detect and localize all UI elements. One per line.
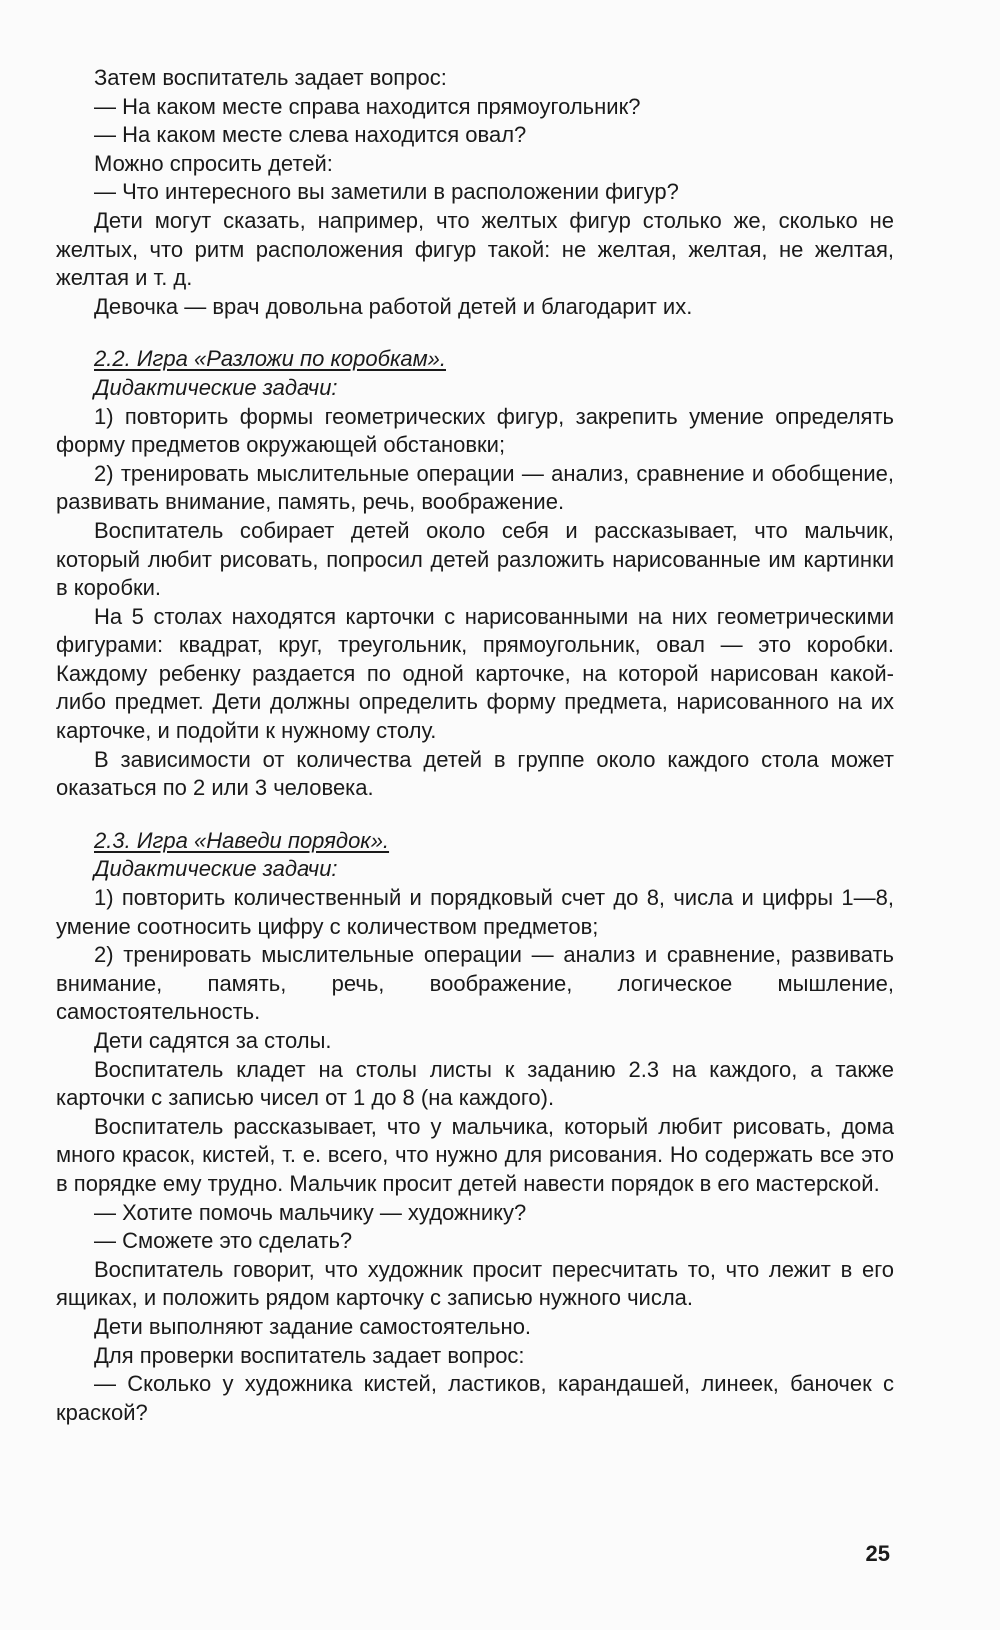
paragraph: Дети выполняют задание самостоятельно. (94, 1313, 532, 1339)
paragraph: Воспитатель собирает детей около себя и рассказывает, что мальчик, который любит рисовать, попросил детей разложить нарисованные им картинки в коробки. (56, 517, 894, 601)
paragraph: Воспитатель рассказывает, что у мальчика, который любит рисовать, дома много красок, кистей, т. е. всего, что нужно для рисования. Но содержать все это в порядке ему трудно. Мальчик просит детей навести порядок в его мастерской. (56, 1113, 894, 1196)
section-gap (56, 321, 894, 345)
paragraph: Можно спросить детей: (94, 150, 333, 176)
dialogue-line: — На каком месте справа находится прямоугольник? (94, 93, 641, 119)
paragraph: Дети садятся за столы. (94, 1028, 332, 1053)
dialogue-line: — Сколько у художника кистей, ластиков, карандашей, линеек, баночек с краской? (56, 1371, 894, 1425)
section-subheading-2-3: Дидактические задачи: (94, 856, 338, 882)
section-subheading-2-2: Дидактические задачи: (94, 374, 338, 400)
section-gap (56, 803, 894, 827)
task-item: 1) повторить количественный и порядковый счет до 8, числа и цифры 1—8, умение соотносить цифру с количеством предметов; (56, 885, 894, 939)
section-heading-2-2: 2.2. Игра «Разложи по коробкам». (94, 346, 446, 372)
page-text-block (56, 64, 894, 1427)
section-heading-2-3: 2.3. Игра «Наведи порядок». (94, 827, 390, 853)
paragraph: Воспитатель кладет на столы листы к заданию 2.3 на каждого, а также карточки с записью чисел от 1 до 8 (на каждого). (56, 1056, 894, 1111)
paragraph: Для проверки воспитатель задает вопрос: (94, 1342, 525, 1368)
task-item: 1) повторить формы геометрических фигур, закрепить умение определять форму предметов окружающей обстановки; (56, 403, 894, 458)
paragraph: Затем воспитатель задает вопрос: (94, 65, 447, 90)
paragraph: Дети могут сказать, например, что желтых фигур столько же, сколько не желтых, что ритм расположения фигур такой: не желтая, желтая, не желтая, желтая и т. д. (56, 207, 894, 291)
dialogue-line: — Сможете это сделать? (94, 1228, 353, 1254)
task-item: 2) тренировать мыслительные операции — анализ и сравнение, развивать внимание, память, речь, воображение, логическое мышление, самостоятельность. (56, 942, 894, 1025)
paragraph: В зависимости от количества детей в группе около каждого стола может оказаться по 2 или 3 человека. (56, 746, 894, 801)
paragraph: Воспитатель говорит, что художник просит пересчитать то, что лежит в его ящиках, и положить рядом карточку с записью нужного числа. (56, 1256, 894, 1311)
dialogue-line: — На каком месте слева находится овал? (94, 122, 527, 148)
dialogue-line: — Хотите помочь мальчику — художнику? (94, 1199, 527, 1225)
paragraph: На 5 столах находятся карточки с нарисованными на них геометрическими фигурами: квадрат, круг, треугольник, прямоугольник, овал — это коробки. Каждому ребенку раздается по одной карточке, на которой нарисован какой-либо предмет. Дети должны определить форму предмета, нарисованного на их карточке, и подойти к нужному столу. (56, 603, 894, 744)
page-number: 25 (865, 1541, 890, 1566)
dialogue-line: — Что интересного вы заметили в расположении фигур? (94, 179, 679, 205)
task-item: 2) тренировать мыслительные операции — анализ, сравнение и обобщение, развивать внимание, память, речь, воображение. (56, 460, 894, 515)
paragraph: Девочка — врач довольна работой детей и благодарит их. (94, 293, 693, 319)
